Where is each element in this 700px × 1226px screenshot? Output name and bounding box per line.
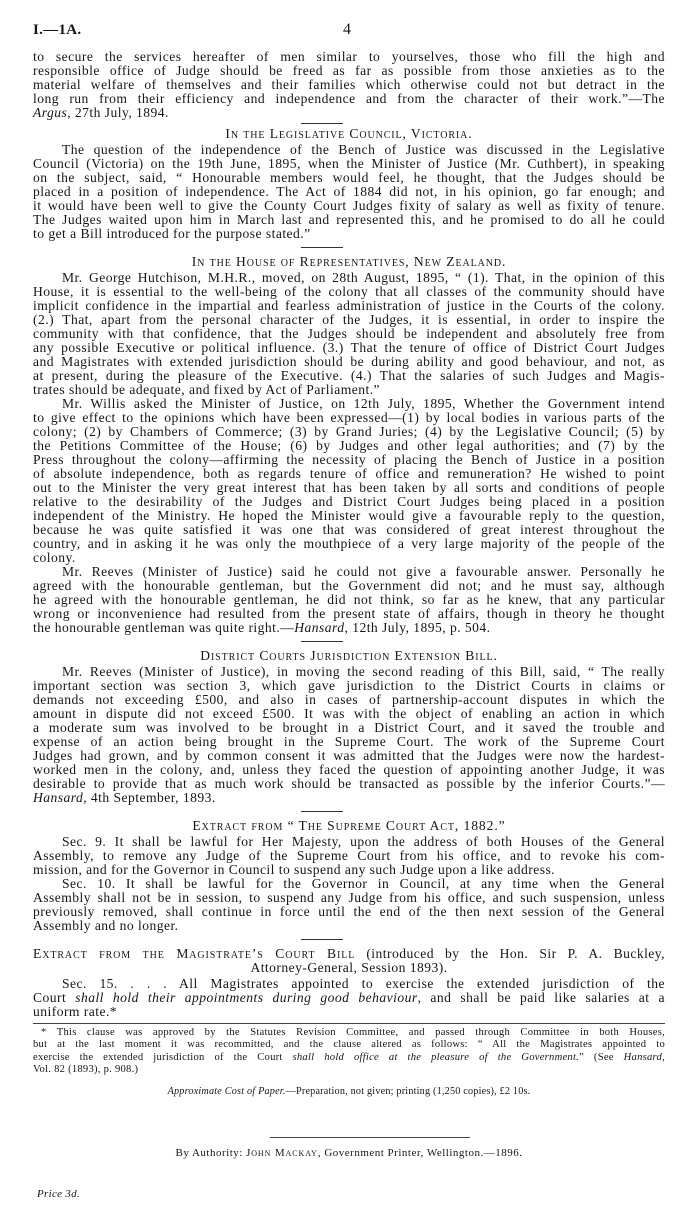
text-line [33, 495, 665, 509]
text-segment: worked men in the colony, and, unless they faced the question of appointing another Judge, it was [33, 762, 665, 777]
text-segment: Assembly and no longer. [33, 918, 179, 933]
imprint-divider [270, 1137, 470, 1138]
text-segment: Mr. Reeves (Minister of Justice) said he could not give a favourable answer. Personally he [62, 564, 665, 579]
text-line [33, 341, 665, 355]
paragraph-reeves-speech [33, 665, 665, 805]
section-divider [301, 641, 343, 642]
text-line [33, 721, 665, 735]
text-line [33, 78, 665, 92]
text-segment: previously removed, shall continue in force until the end of the then next session of the General [33, 904, 665, 919]
text-segment: House, it is essential to the well-being of the colony that all classes of the community should have [33, 284, 665, 299]
text-line [33, 369, 665, 383]
section-divider [301, 939, 343, 940]
text-line [33, 679, 665, 693]
section-divider [301, 811, 343, 812]
page-number: 4 [343, 21, 351, 38]
text-line [33, 1085, 665, 1098]
printing-cost-note [33, 1085, 665, 1098]
text-segment: The Judges waited upon him in March last and represented this, and he promised to do all he could [33, 212, 665, 227]
text-segment: demands not exceeding £500, and also in cases of partnership-account disputes in which the [33, 692, 665, 707]
text-line [33, 199, 665, 213]
text-line [33, 299, 665, 313]
argus-quote-continuation [33, 50, 665, 120]
text-line [33, 171, 665, 185]
text-segment: out to the Minister the very great interest that has been taken by all sorts and conditions of people [33, 480, 665, 495]
text-segment: responsible office of Judge should be freed as far as possible from those anxieties as to the [33, 63, 665, 78]
text-segment: colony. [33, 550, 76, 565]
text-segment: Court [33, 990, 76, 1005]
text-line [33, 537, 665, 551]
italic-text: Approximate Cost of Paper. [167, 1086, 286, 1097]
text-segment: By Authority: [175, 1147, 247, 1159]
text-segment: * This clause was approved by the Statutes Revision Committee, and passed through Committee in both Houses, [41, 1027, 665, 1038]
text-line [33, 50, 665, 64]
text-segment: and Magistrates with extended jurisdiction should be during ability and good behaviour, and not, as [33, 354, 665, 369]
text-segment: trates should be adequate, and fixed by Act of Parliament.” [33, 382, 381, 397]
text-line [33, 919, 665, 933]
footnote-divider [33, 1023, 665, 1024]
text-line [33, 313, 665, 327]
text-line [33, 1027, 665, 1039]
paragraph-victoria-debate [33, 143, 665, 241]
text-segment: Sec. 9. It shall be lawful for Her Majesty, upon the address of both Houses of the General [62, 834, 665, 849]
text-line [33, 397, 665, 411]
text-line [33, 255, 665, 269]
text-segment: Vol. 82 (1893), p. 908.) [33, 1063, 139, 1075]
text-segment: , [662, 1051, 665, 1063]
text-segment: because he was quite satisfied it was one that was considered of great interest throughout the [33, 522, 665, 537]
text-segment: independent of the Ministry. He hoped the Minister would give a favourable reply to the question, [33, 508, 665, 523]
text-line [33, 271, 665, 285]
text-segment: the honourable gentleman was quite right.— [33, 620, 295, 635]
text-segment: at present, during the pleasure of the Executive. (4.) That the salaries of such Judges and Magis- [33, 368, 665, 383]
text-segment: , 4th September, 1893. [83, 790, 216, 805]
text-segment: it would have been well to give the County Court Judges fixity of salary as well as fixity of tenure. [33, 198, 665, 213]
text-segment: Judges had grown, and by common consent it was admitted that the Judges were now the hardest- [33, 748, 665, 763]
text-segment: Mr. Reeves (Minister of Justice), in moving the second reading of this Bill, said, “ The really [62, 664, 665, 679]
text-line [33, 509, 665, 523]
heading-house-of-representatives [33, 255, 665, 269]
text-line [33, 1052, 665, 1064]
text-segment: wrong or inconvenience had resulted from the present state of affairs, though in theory he thought [33, 606, 665, 621]
text-segment: long run from their efficiency and independence and from the character of their work.”—The [33, 91, 665, 106]
text-segment: The question of the independence of the Bench of Justice was discussed in the Legislative [62, 142, 665, 157]
text-segment: implicit confidence in the impartial and fearless administration of justice in the Courts of the colony. [33, 298, 665, 313]
text-segment: uniform rate.* [33, 1004, 118, 1019]
heading-supreme-court-act [33, 819, 665, 833]
text-line [33, 523, 665, 537]
text-segment: expense of an action being brought in the Supreme Court. The work of the Supreme Court [33, 734, 665, 749]
text-segment: desirable to provide that as much work should be transacted as possible by the inferior Courts.”— [33, 776, 665, 791]
text-line [33, 92, 665, 106]
text-line [33, 891, 665, 905]
text-line [33, 425, 665, 439]
text-segment: agreed with the honourable gentleman, but the Government did not; and he must say, although [33, 578, 665, 593]
text-segment: country, and in asking it he was only the mouthpiece of a very large majority of the people of the [33, 536, 665, 551]
text-line [33, 905, 665, 919]
text-segment: on the subject, said, “ Honourable members would feel, he thought, that the Judges should be [33, 170, 665, 185]
text-segment: Press throughout the colony—affirming the necessity of placing the Bench of Justice in a position [33, 452, 665, 467]
text-line [33, 777, 665, 791]
document-body [33, 50, 665, 1076]
text-segment: the Petitions Committee of the House; (6) by Judges and other legal authorities; and (7) by the [33, 438, 665, 453]
text-segment: placed in a position of independence. The Act of 1884 did not, in his opinion, go far enough; and [33, 184, 665, 199]
text-line [33, 607, 665, 621]
text-line [33, 735, 665, 749]
text-line [33, 565, 665, 579]
text-line [33, 64, 665, 78]
italic-text: Hansard [33, 790, 84, 805]
text-segment: Sec. 10. It shall be lawful for the Governor in Council, at any time when the General [62, 876, 665, 891]
text-segment: colony; (2) by Chambers of Commerce; (3) by Grand Juries; (4) by the Legislative Council; (5) by [33, 424, 665, 439]
text-line [33, 185, 665, 199]
heading-magistrates-court-bill [33, 947, 665, 975]
text-line [33, 411, 665, 425]
section-divider [301, 123, 343, 124]
text-line [33, 621, 665, 635]
paper-reference: I.—1A. [33, 22, 82, 38]
text-line [33, 157, 665, 171]
text-line [33, 707, 665, 721]
italic-text: shall hold their appointments during good behaviour [75, 990, 418, 1005]
small-caps-text: John Mackay [246, 1147, 318, 1159]
text-line [33, 749, 665, 763]
text-segment: important section was section 3, which gave jurisdiction to the District Courts in claims or [33, 678, 665, 693]
text-line [33, 863, 665, 877]
heading-legislative-council-victoria [33, 127, 665, 141]
italic-text: Argus [33, 105, 68, 120]
text-line [33, 551, 665, 565]
text-segment: District Courts Jurisdiction Extension Bill. [200, 648, 498, 663]
text-segment: but at the last moment it was recommitted, and the clause altered as follows: “ All the Magistrates appointed to [33, 1039, 665, 1051]
text-segment: community with that confidence, that the Judges should be independent and absolutely free from [33, 326, 665, 341]
text-segment: , 12th July, 1895, p. 504. [344, 620, 491, 635]
text-line [33, 763, 665, 777]
text-line [33, 877, 665, 891]
text-line [33, 849, 665, 863]
text-segment: exercise the extended jurisdiction of the Court [33, 1051, 293, 1063]
text-segment: of absolute independence, both as regards tenure of office and remuneration? He wished to point [33, 466, 665, 481]
text-line [33, 106, 665, 120]
text-line [33, 693, 665, 707]
small-caps-text: Extract from the Magistrate’s Court Bill [33, 946, 356, 961]
text-segment: material welfare of themselves and their families which otherwise could not but detract in the [33, 77, 665, 92]
text-line [33, 355, 665, 369]
text-segment: , 27th July, 1894. [67, 105, 169, 120]
text-segment: Council (Victoria) on the 19th June, 1895, when the Minister of Justice (Mr. Cuthbert), in speaking [33, 156, 665, 171]
text-line [33, 227, 665, 241]
text-segment: , Government Printer, Wellington.—1896. [317, 1147, 523, 1159]
paragraph-hutchison-motion [33, 271, 665, 397]
text-line [33, 285, 665, 299]
price-label [37, 1187, 80, 1201]
text-line [33, 835, 665, 849]
text-segment: , and shall be paid like salaries at a [417, 990, 665, 1005]
text-line [33, 1039, 665, 1051]
text-segment: In the Legislative Council, Victoria. [225, 126, 473, 141]
text-segment: —Preparation, not given; printing (1,250 copies), £2 10s. [285, 1086, 531, 1097]
text-segment: Assembly shall not be in session, to suspend any Judge from his office, and such suspension, unless [33, 890, 665, 905]
text-line [33, 593, 665, 607]
italic-text: shall hold office at the pleasure of the Government. [292, 1051, 580, 1063]
text-line [33, 947, 665, 961]
paragraph-reeves-answer [33, 565, 665, 635]
printer-imprint [33, 1146, 665, 1160]
text-line [33, 791, 665, 805]
text-segment: ” (See [579, 1051, 624, 1063]
text-line [33, 665, 665, 679]
footnote [33, 1027, 665, 1076]
text-line [33, 127, 665, 141]
text-segment: In the House of Representatives, New Zealand. [191, 254, 507, 269]
text-segment: relative to the desirability of the Judges and District Court Judges being placed in a position [33, 494, 665, 509]
text-segment: Mr. Willis asked the Minister of Justice, on 12th July, 1895, Whether the Government intend [62, 396, 665, 411]
text-line [33, 961, 665, 975]
text-segment: mission, and for the Governor in Council to suspend any such Judge upon a like address. [33, 862, 556, 877]
text-line [33, 1064, 665, 1076]
text-segment: (introduced by the Hon. Sir P. A. Buckley, [355, 946, 665, 961]
text-segment: to give effect to the opinions which have been expressed—(1) by local bodies in various parts of the [33, 410, 665, 425]
text-line [33, 383, 665, 397]
text-segment: amount in dispute did not exceed £500. It was with the object of enabling an action in which [33, 706, 665, 721]
text-line [33, 819, 665, 833]
text-segment: Extract from “ The Supreme Court Act, 1882.” [192, 818, 506, 833]
text-segment: to get a Bill introduced for the purpose stated.” [33, 226, 311, 241]
text-line [33, 649, 665, 663]
text-segment: to secure the services hereafter of men similar to yourselves, those who fill the high and [33, 49, 665, 64]
text-line [33, 1146, 665, 1160]
text-segment: a moderate sum was involved to be brought in a District Court, and it saved the trouble and [33, 720, 665, 735]
text-line [33, 143, 665, 157]
italic-text: Hansard [294, 620, 345, 635]
text-segment: Mr. George Hutchison, M.H.R., moved, on 28th August, 1895, “ (1). That, in the opinion of this [62, 270, 665, 285]
text-line [33, 1005, 665, 1019]
text-line [33, 977, 665, 991]
text-segment: Attorney-General, Session 1893). [250, 960, 448, 975]
paragraph-willis-question [33, 397, 665, 565]
section-divider [301, 247, 343, 248]
text-line [37, 1187, 80, 1201]
italic-text: Price 3d. [37, 1188, 81, 1200]
heading-district-courts-bill [33, 649, 665, 663]
text-line [33, 439, 665, 453]
text-segment: Sec. 15. . . . All Magistrates appointed to exercise the extended jurisdiction of the [62, 976, 665, 991]
text-segment: (2.) That, apart from the personal character of the Judges, it is essential, in order to inspire the [33, 312, 665, 327]
paragraph-section-9 [33, 835, 665, 877]
text-line [33, 481, 665, 495]
text-segment: any possible Executive or political influence. (3.) That the tenure of office of District Court Judges [33, 340, 665, 355]
text-line [33, 327, 665, 341]
paragraph-section-15 [33, 977, 665, 1019]
text-line [33, 453, 665, 467]
text-line [33, 991, 665, 1005]
text-segment: Assembly, to remove any Judge of the Supreme Court from his office, and to revoke his com- [33, 848, 665, 863]
text-segment: he agreed with the honourable gentleman, he did not think, so far as he knew, that any particular [33, 592, 665, 607]
paragraph-section-10 [33, 877, 665, 933]
text-line [33, 213, 665, 227]
text-line [33, 467, 665, 481]
italic-text: Hansard [623, 1051, 663, 1063]
text-line [33, 579, 665, 593]
